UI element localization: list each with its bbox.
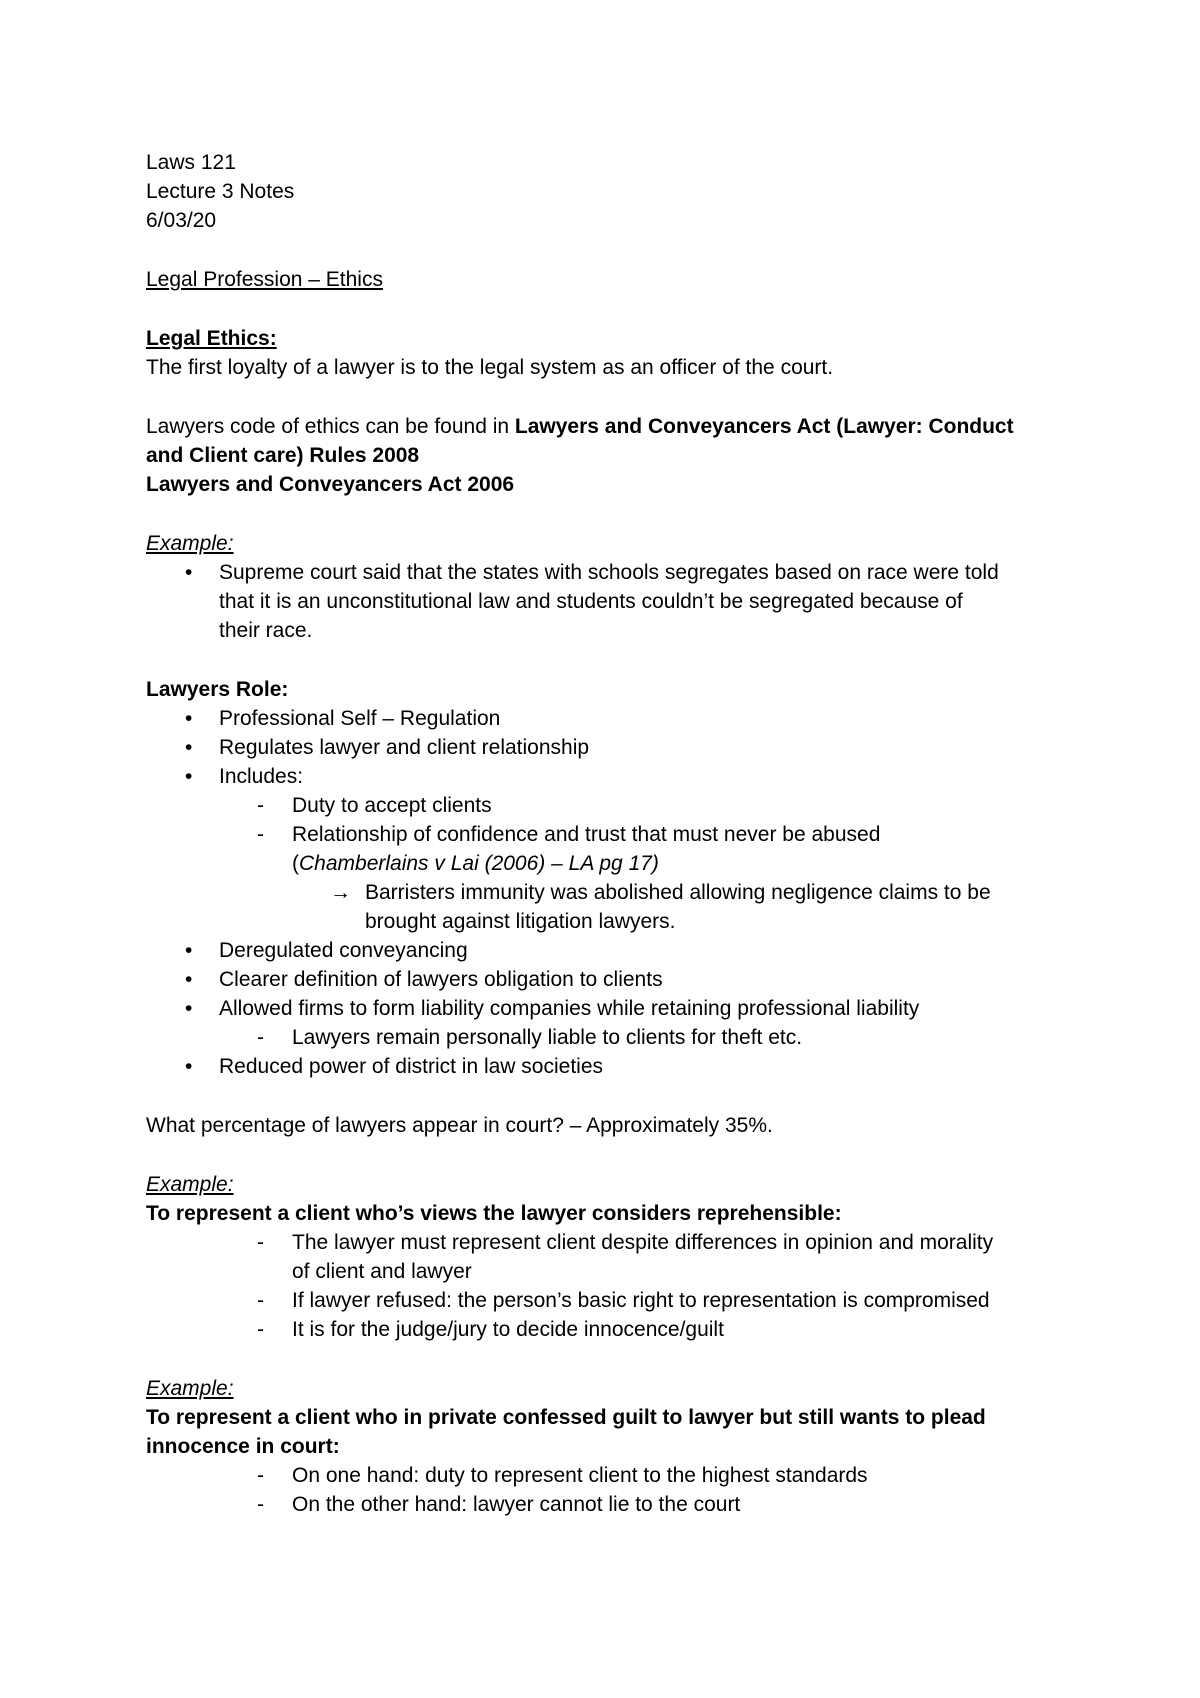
role-item: Professional Self – Regulation	[219, 707, 501, 730]
example-label: Example:	[146, 532, 234, 555]
dash-marker: -	[257, 1493, 264, 1516]
dash-marker: -	[257, 1289, 264, 1312]
case-citation	[292, 849, 659, 878]
section-title: Legal Profession – Ethics	[146, 268, 383, 291]
lecture-title: Lecture 3 Notes	[146, 180, 295, 203]
bullet-marker	[185, 558, 192, 587]
question-line: What percentage of lawyers appear in court? – Approximately 35%.	[146, 1114, 773, 1137]
paren-open: (	[292, 852, 299, 875]
role-item: Deregulated conveyancing	[219, 939, 468, 962]
role-item: Clearer definition of lawyers obligation to clients	[219, 968, 663, 991]
dash-marker: -	[257, 794, 264, 817]
bullet-marker	[185, 1052, 192, 1081]
role-item: Regulates lawyer and client relationship	[219, 736, 590, 759]
arrow-item: Barristers immunity was abolished allowing negligence claims to be	[365, 881, 991, 904]
bullet-marker	[185, 762, 192, 791]
example3-heading-cont: innocence in court:	[146, 1435, 340, 1458]
arrow-icon: →	[330, 881, 351, 904]
example2-item: If lawyer refused: the person’s basic right to representation is compromised	[292, 1289, 990, 1312]
example2-item: The lawyer must represent client despite differences in opinion and morality	[292, 1231, 994, 1254]
dash-marker: -	[257, 1026, 264, 1049]
bullet-marker	[185, 733, 192, 762]
bullet-marker	[185, 994, 192, 1023]
dash-marker: -	[257, 1231, 264, 1254]
example2-heading: To represent a client who’s views the lawyer considers reprehensible:	[146, 1202, 842, 1225]
example3-heading: To represent a client who in private confessed guilt to lawyer but still wants to plead	[146, 1406, 986, 1429]
arrow-item-cont: brought against litigation lawyers.	[365, 910, 676, 933]
example-label: Example:	[146, 1173, 234, 1196]
example3-item: On one hand: duty to represent client to the highest standards	[292, 1464, 868, 1487]
example3-item: On the other hand: lawyer cannot lie to the court	[292, 1493, 741, 1516]
bullet-marker	[185, 965, 192, 994]
example1-text-cont: that it is an unconstitutional law and students couldn’t be segregated because of	[219, 590, 963, 613]
example1-text-cont: their race.	[219, 619, 313, 642]
role-item: Reduced power of district in law societies	[219, 1055, 604, 1078]
code-rules-title-cont: and Client care) Rules 2008	[146, 444, 420, 467]
bullet-marker	[185, 936, 192, 965]
example2-item-cont: of client and lawyer	[292, 1260, 472, 1283]
dash-marker: -	[257, 1318, 264, 1341]
role-item: Allowed firms to form liability companies while retaining professional liability	[219, 997, 920, 1020]
role-subitem: Duty to accept clients	[292, 794, 492, 817]
example-label: Example:	[146, 1377, 234, 1400]
code-rules-title: Lawyers and Conveyancers Act (Lawyer: Conduct	[514, 415, 1014, 438]
role-subitem: Relationship of confidence and trust that must never be abused	[292, 823, 881, 846]
code-act-title: Lawyers and Conveyancers Act 2006	[146, 473, 515, 496]
legal-ethics-text: The first loyalty of a lawyer is to the legal system as an officer of the court.	[146, 356, 834, 379]
bullet-marker	[185, 704, 192, 733]
dash-marker: -	[257, 1464, 264, 1487]
code-of-ethics-line	[146, 412, 1014, 441]
lawyers-role-heading: Lawyers Role:	[146, 678, 289, 701]
lecture-date: 6/03/20	[146, 209, 217, 232]
role-subitem: Lawyers remain personally liable to clients for theft etc.	[292, 1026, 803, 1049]
role-item: Includes:	[219, 765, 304, 788]
example2-item: It is for the judge/jury to decide innocence/guilt	[292, 1318, 724, 1341]
legal-ethics-heading: Legal Ethics:	[146, 327, 277, 350]
code-prefix: Lawyers code of ethics can be found in	[146, 415, 515, 438]
example1-text: Supreme court said that the states with schools segregates based on race were told	[219, 561, 999, 584]
case-name: Chamberlains v Lai (2006) – LA pg 17)	[299, 852, 659, 875]
course-code: Laws 121	[146, 151, 236, 174]
dash-marker: -	[257, 823, 264, 846]
